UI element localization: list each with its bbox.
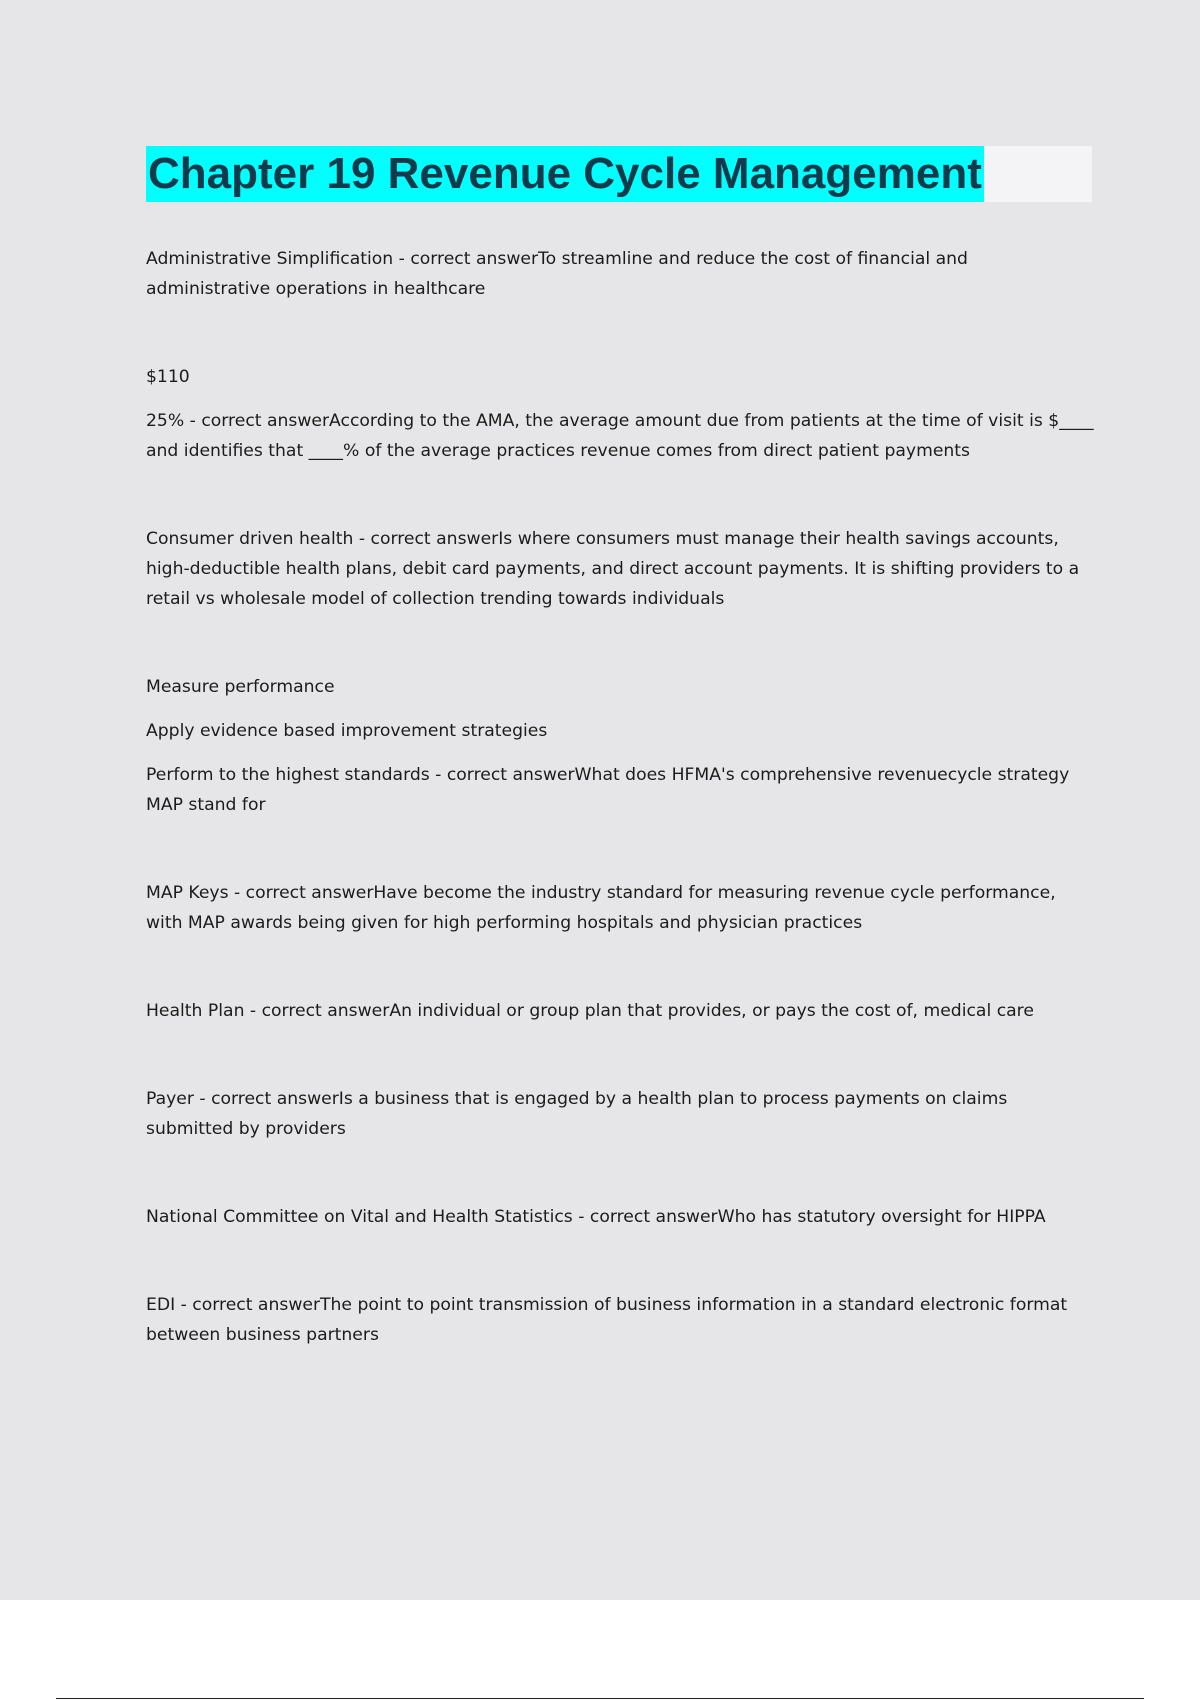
footer-divider <box>56 1698 1144 1699</box>
paragraph-administrative-simplification: Administrative Simplification - correct answerTo streamline and reduce the cost of financial and administrative operations in healthcare <box>146 249 968 299</box>
paragraph-ncvhs: National Committee on Vital and Health Statistics - correct answerWho has statutory oversight for HIPPA <box>146 1207 1046 1227</box>
paragraph-apply-evidence: Apply evidence based improvement strategies <box>146 721 548 741</box>
document-content <box>146 244 1096 1350</box>
paragraph-map-keys: MAP Keys - correct answerHave become the industry standard for measuring revenue cycle performance, with MAP awards being given for high performing hospitals and physician practices <box>146 883 1056 933</box>
paragraph-health-plan: Health Plan - correct answerAn individual or group plan that provides, or pays the cost of, medical care <box>146 1001 1034 1021</box>
paragraph-edi: EDI - correct answerThe point to point transmission of business information in a standard electronic format between business partners <box>146 1295 1068 1345</box>
paragraph-25-percent: 25% - correct answerAccording to the AMA, the average amount due from patients at the time of visit is $____ and identifies that ____% of the average practices revenue comes from direct patient payments <box>146 411 1094 461</box>
document-title: Chapter 19 Revenue Cycle Management <box>146 146 984 202</box>
paragraph-perform-highest-standards: Perform to the highest standards - correct answerWhat does HFMA's comprehensive revenuecycle strategy MAP stand for <box>146 765 1070 815</box>
paragraph-110: $110 <box>146 367 190 387</box>
paragraph-payer: Payer - correct answerIs a business that is engaged by a health plan to process payments on claims submitted by providers <box>146 1089 1008 1139</box>
paragraph-consumer-driven-health: Consumer driven health - correct answerIs where consumers must manage their health savings accounts, high-deductible health plans, debit card payments, and direct account payments. It is shifting providers to a retail vs wholesale model of collection trending towards individuals <box>146 529 1080 609</box>
paragraph-measure-performance: Measure performance <box>146 677 335 697</box>
title-bar <box>146 146 1092 202</box>
